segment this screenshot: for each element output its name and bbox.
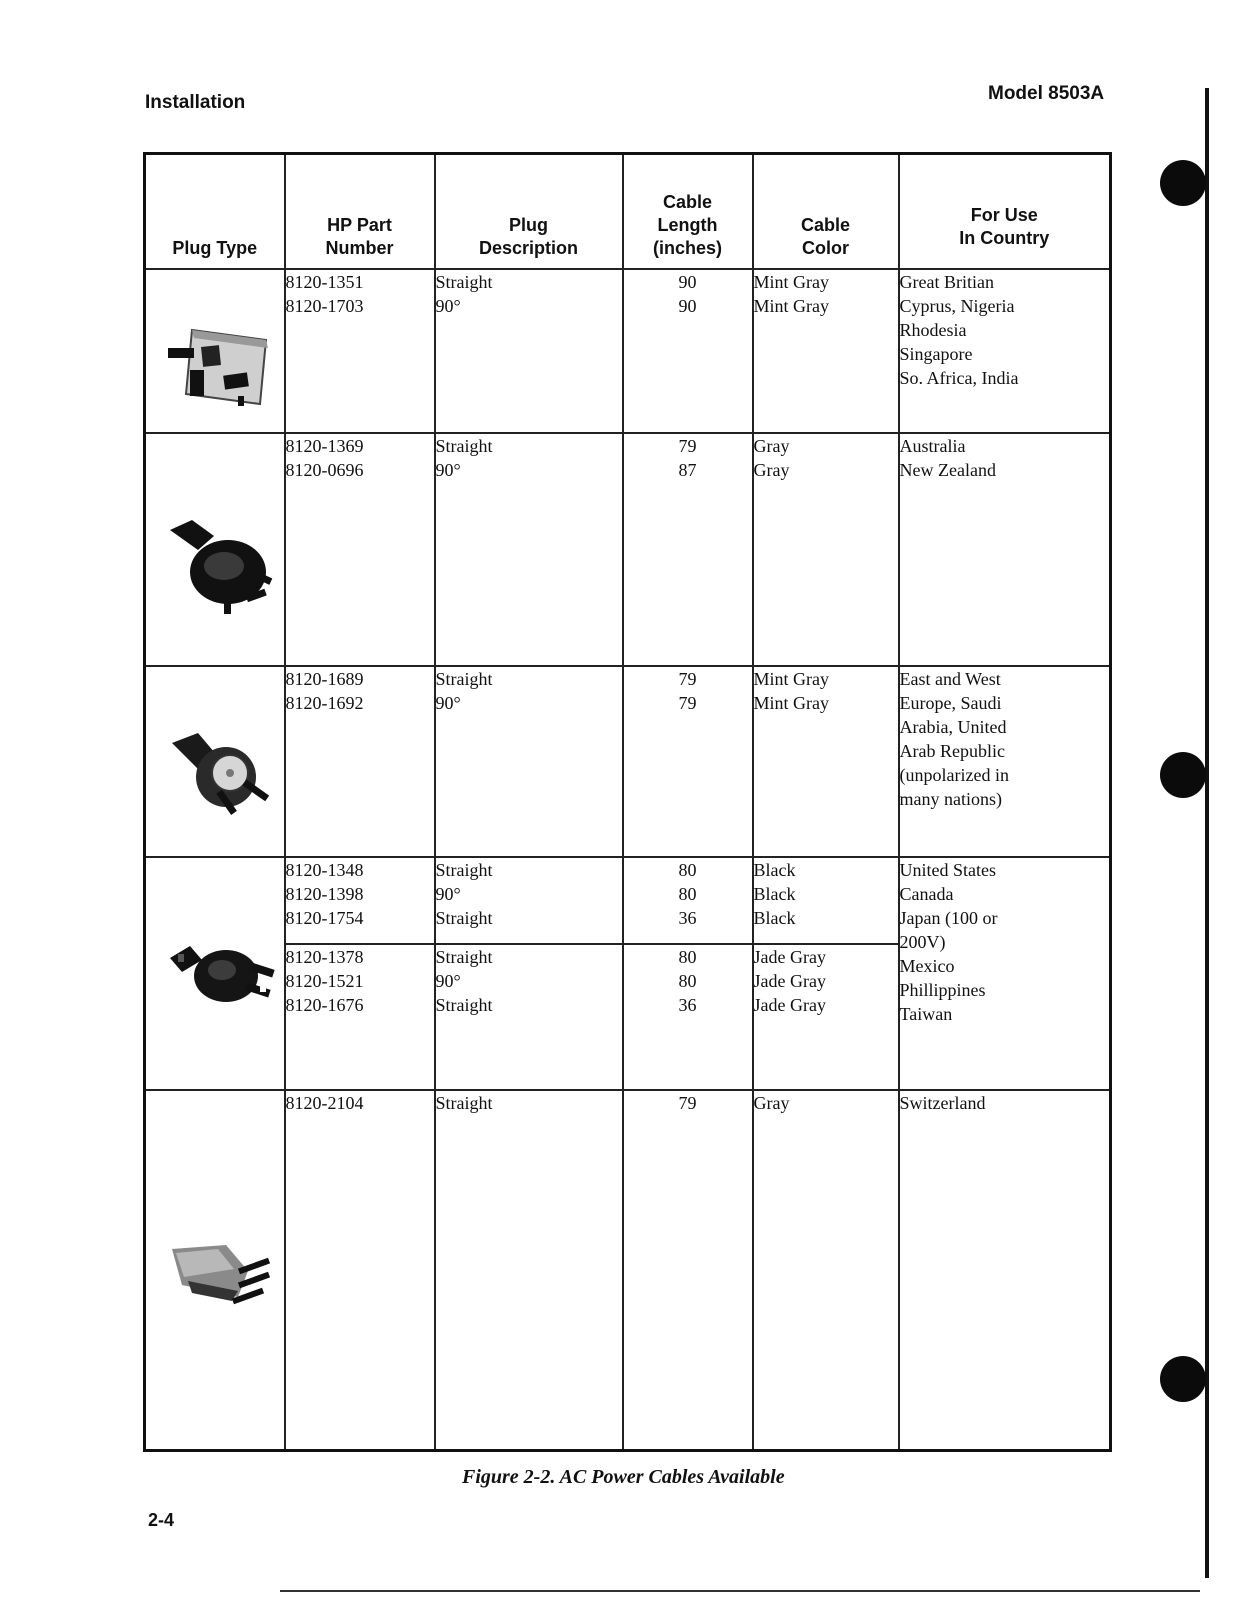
country-line: 200V) <box>899 932 946 953</box>
color-cell <box>753 857 899 943</box>
country-line: Taiwan <box>899 1004 953 1025</box>
part-number: 8120-1521 <box>285 970 364 991</box>
plug-description: Straight <box>435 435 493 456</box>
col-header-cable-color: Cable Color <box>753 154 899 270</box>
plug-description: 90° <box>435 296 461 316</box>
country-cell <box>899 666 1111 857</box>
cable-color: Mint Gray <box>753 296 829 316</box>
table-header-row <box>145 154 1111 270</box>
plug-description: Straight <box>435 1093 493 1114</box>
country-line: Canada <box>899 884 954 905</box>
color-cell <box>753 269 899 433</box>
country-cell <box>899 1090 1111 1450</box>
page-number: 2-4 <box>148 1510 175 1530</box>
country-line: Phillippines <box>899 980 986 1001</box>
plug-description: Straight <box>435 908 493 929</box>
cable-length: 36 <box>678 994 697 1015</box>
part-number-cell <box>285 944 435 1091</box>
part-number: 8120-1398 <box>285 884 364 905</box>
plug-description: Straight <box>435 272 493 292</box>
country-line: Australia <box>899 435 966 456</box>
part-number: 8120-1689 <box>285 669 364 690</box>
country-line: many nations) <box>899 789 1002 810</box>
length-cell <box>623 666 753 857</box>
table-row <box>145 857 1111 943</box>
part-number: 8120-1676 <box>285 994 364 1015</box>
part-number-cell <box>285 269 435 433</box>
swiss-plug-icon <box>168 1241 278 1321</box>
uk-plug-icon <box>164 318 274 410</box>
plug-description: 90° <box>435 459 461 480</box>
country-line: (unpolarized in <box>899 765 1009 786</box>
part-number: 8120-1692 <box>285 693 364 714</box>
cable-color: Gray <box>753 459 790 480</box>
description-cell <box>435 433 623 666</box>
country-line: United States <box>899 860 996 881</box>
cable-color: Gray <box>753 1093 790 1114</box>
length-cell <box>623 857 753 943</box>
table-row <box>145 269 1111 433</box>
punch-hole-middle <box>1160 752 1206 798</box>
part-number-cell <box>285 433 435 666</box>
cable-length: 90 <box>678 272 697 292</box>
part-number-cell <box>285 1090 435 1450</box>
country-cell <box>899 269 1111 433</box>
cable-color: Mint Gray <box>753 669 829 690</box>
cable-color: Black <box>753 908 796 929</box>
table-row <box>145 666 1111 857</box>
description-cell <box>435 857 623 943</box>
part-number: 8120-1378 <box>285 946 364 967</box>
cable-color: Black <box>753 884 796 905</box>
section-title: Installation <box>145 92 246 113</box>
country-line: Rhodesia <box>899 320 967 340</box>
cable-color: Black <box>753 860 796 881</box>
part-number: 8120-1351 <box>285 272 364 292</box>
cable-color: Jade Gray <box>753 946 826 967</box>
plug-image-cell <box>145 269 285 433</box>
plug-description: 90° <box>435 693 461 714</box>
length-cell <box>623 269 753 433</box>
bottom-rule <box>280 1590 1200 1592</box>
country-line: So. Africa, India <box>899 368 1019 388</box>
cable-length: 79 <box>678 435 697 456</box>
part-number: 8120-0696 <box>285 459 364 480</box>
model-title: Model 8503A <box>988 83 1105 104</box>
color-cell <box>753 666 899 857</box>
cable-length: 80 <box>678 970 697 991</box>
us-plug-icon <box>168 936 278 1016</box>
plug-description: Straight <box>435 946 493 967</box>
table-row <box>145 1090 1111 1450</box>
col-header-plug-description: Plug Description <box>435 154 623 270</box>
part-number: 8120-1348 <box>285 860 364 881</box>
cable-color: Jade Gray <box>753 994 826 1015</box>
cable-length: 90 <box>678 296 697 316</box>
cable-color: Mint Gray <box>753 272 829 292</box>
col-header-country: For Use In Country <box>899 154 1111 270</box>
length-cell <box>623 1090 753 1450</box>
col-header-cable-length: Cable Length (inches) <box>623 154 753 270</box>
country-cell <box>899 857 1111 1090</box>
color-cell <box>753 1090 899 1450</box>
punch-hole-top <box>1160 160 1206 206</box>
australia-plug-icon <box>166 516 276 616</box>
plug-description: 90° <box>435 970 461 991</box>
part-number: 8120-1754 <box>285 908 364 929</box>
cable-length: 79 <box>678 693 697 714</box>
part-number: 8120-1703 <box>285 296 364 316</box>
part-number-cell <box>285 857 435 943</box>
country-line: Singapore <box>899 344 973 364</box>
country-line: Switzerland <box>899 1093 986 1114</box>
description-cell <box>435 944 623 1091</box>
plug-image-cell <box>145 857 285 1090</box>
country-line: Arabia, United <box>899 717 1007 738</box>
plug-image-cell <box>145 666 285 857</box>
country-line: Europe, Saudi <box>899 693 1002 714</box>
description-cell <box>435 666 623 857</box>
plug-image-cell <box>145 1090 285 1450</box>
cable-length: 80 <box>678 884 697 905</box>
col-header-part-number: HP Part Number <box>285 154 435 270</box>
country-line: Mexico <box>899 956 955 977</box>
plug-description: Straight <box>435 860 493 881</box>
country-cell <box>899 433 1111 666</box>
color-cell <box>753 944 899 1091</box>
figure-caption: Figure 2-2. AC Power Cables Available <box>462 1466 785 1488</box>
country-line: Great Britian <box>899 272 994 292</box>
cable-length: 80 <box>678 860 697 881</box>
description-cell <box>435 269 623 433</box>
cable-color: Gray <box>753 435 790 456</box>
length-cell <box>623 944 753 1091</box>
cable-color: Mint Gray <box>753 693 829 714</box>
country-line: Cyprus, Nigeria <box>899 296 1015 316</box>
cable-length: 79 <box>678 1093 697 1114</box>
cable-length: 79 <box>678 669 697 690</box>
plug-description: Straight <box>435 994 493 1015</box>
table-row <box>145 433 1111 666</box>
page-edge-line <box>1205 88 1209 1578</box>
part-number: 8120-2104 <box>285 1093 364 1114</box>
description-cell <box>435 1090 623 1450</box>
country-line: East and West <box>899 669 1001 690</box>
punch-hole-bottom <box>1160 1356 1206 1402</box>
col-header-plug-type: Plug Type <box>145 154 285 270</box>
country-line: Japan (100 or <box>899 908 998 929</box>
plug-description: Straight <box>435 669 493 690</box>
length-cell <box>623 433 753 666</box>
country-line: Arab Republic <box>899 741 1005 762</box>
europe-plug-icon <box>168 729 278 819</box>
cable-length: 36 <box>678 908 697 929</box>
cable-color: Jade Gray <box>753 970 826 991</box>
cable-length: 87 <box>678 459 697 480</box>
country-line: New Zealand <box>899 459 996 480</box>
color-cell <box>753 433 899 666</box>
plug-image-cell <box>145 433 285 666</box>
plug-description: 90° <box>435 884 461 905</box>
cable-length: 80 <box>678 946 697 967</box>
part-number-cell <box>285 666 435 857</box>
part-number: 8120-1369 <box>285 435 364 456</box>
ac-power-cables-table <box>143 152 1112 1452</box>
